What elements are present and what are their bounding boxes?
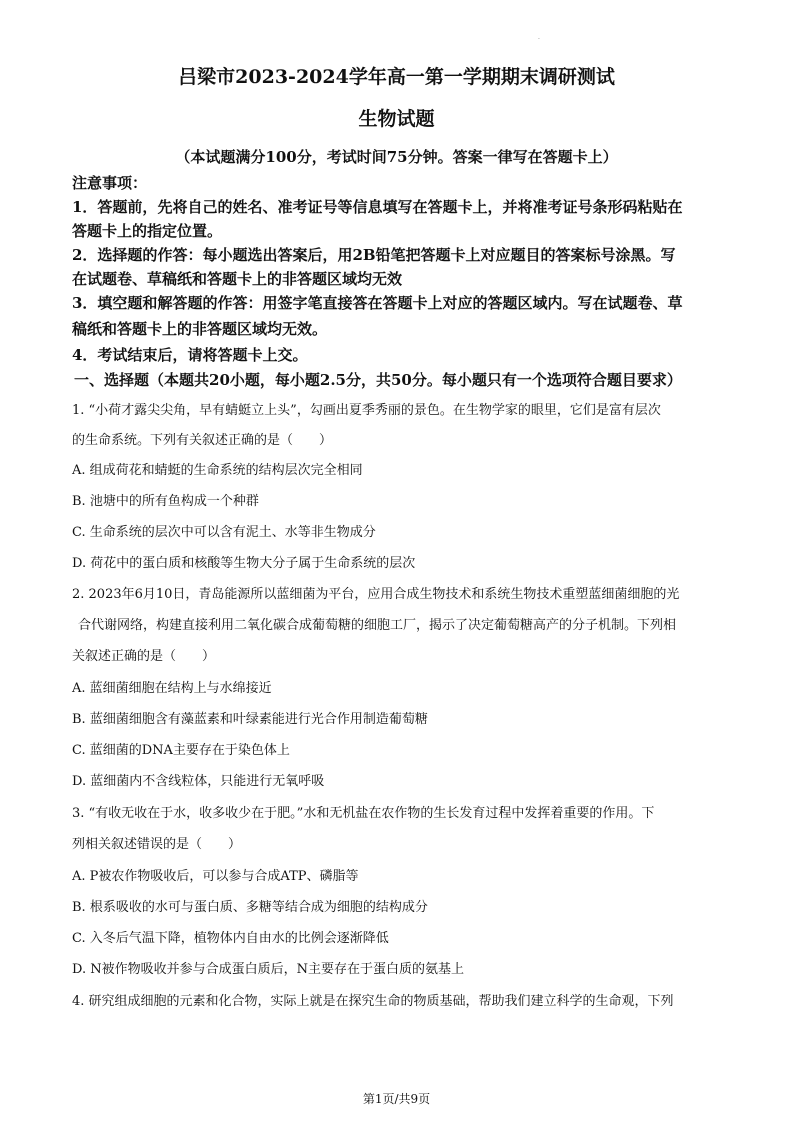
question-option: D. 蓝细菌内不含线粒体，只能进行无氧呼吸 — [72, 774, 325, 789]
question-option: D. N被作物吸收并参与合成蛋白质后，N主要存在于蛋白质的氨基上 — [72, 962, 464, 977]
question-stem: 关叙述正确的是（ ） — [72, 649, 216, 664]
notice-line: 稿纸和答题卡上的非答题区域均无效。 — [72, 320, 328, 338]
question-option: B. 池塘中的所有鱼构成一个种群 — [72, 494, 259, 509]
scan-dot: . — [538, 34, 540, 41]
question-stem: 3. “有收无收在于水，收多收少在于肥。”水和无机盐在农作物的生长发育过程中发挥着重要的作用。下 — [72, 806, 655, 821]
notice-line: 1．答题前，先将自己的姓名、准考证号等信息填写在答题卡上，并将准考证号条形码粘贴在 — [72, 198, 683, 216]
question-stem: 合代谢网络，构建直接利用二氧化碳合成葡萄糖的细胞工厂，揭示了决定葡萄糖高产的分子机制。下列相 — [78, 618, 677, 633]
subject-title: 生物试题 — [358, 108, 435, 130]
exam-title: 吕梁市2023-2024学年高一第一学期期末调研测试 — [178, 66, 615, 88]
question-option: A. P被农作物吸收后，可以参与合成ATP、磷脂等 — [72, 869, 359, 884]
question-stem: 列相关叙述错误的是（ ） — [72, 837, 242, 852]
notice-line: 4．考试结束后，请将答题卡上交。 — [72, 346, 308, 364]
question-stem: 的生命系统。下列有关叙述正确的是（ ） — [72, 433, 333, 448]
section-heading: 一、选择题（本题共20小题，每小题2.5分，共50分。每小题只有一个选项符合题目要求） — [74, 371, 682, 389]
notice-line: 答题卡上的指定位置。 — [72, 222, 223, 240]
notice-line: 3．填空题和解答题的作答：用签字笔直接答在答题卡上对应的答题区域内。写在试题卷、草 — [72, 294, 683, 312]
question-option: C. 蓝细菌的DNA主要存在于染色体上 — [72, 743, 290, 758]
page-number: 第1页/共9页 — [362, 1092, 431, 1106]
question-option: A. 蓝细菌细胞在结构上与水绵接近 — [72, 681, 272, 696]
question-option: B. 根系吸收的水可与蛋白质、多糖等结合成为细胞的结构成分 — [72, 900, 428, 915]
question-option: C. 入冬后气温下降，植物体内自由水的比例会逐渐降低 — [72, 931, 389, 946]
question-option: D. 荷花中的蛋白质和核酸等生物大分子属于生命系统的层次 — [72, 556, 416, 571]
question-option: B. 蓝细菌细胞含有藻蓝素和叶绿素能进行光合作用制造葡萄糖 — [72, 712, 428, 727]
question-option: C. 生命系统的层次中可以含有泥土、水等非生物成分 — [72, 525, 376, 540]
notice-line: 2．选择题的作答：每小题选出答案后，用2B铅笔把答题卡上对应题目的答案标号涂黑。写 — [72, 246, 676, 264]
question-stem: 2. 2023年6月10日，青岛能源所以蓝细菌为平台，应用合成生物技术和系统生物技术重塑蓝细菌细胞的光 — [72, 587, 680, 602]
question-stem: 1. “小荷才露尖尖角，早有蜻蜓立上头”，勾画出夏季秀丽的景色。在生物学家的眼里，它们是富有层次 — [72, 403, 661, 418]
question-stem: 4. 研究组成细胞的元素和化合物，实际上就是在探究生命的物质基础，帮助我们建立科学的生命观，下列 — [72, 994, 674, 1009]
notice-heading: 注意事项： — [72, 174, 148, 192]
notice-line: 在试题卷、草稿纸和答题卡上的非答题区域均无效 — [72, 270, 403, 288]
exam-info: （本试题满分100分，考试时间75分钟。答案一律写在答题卡上） — [175, 148, 618, 166]
question-option: A. 组成荷花和蜻蜓的生命系统的结构层次完全相同 — [72, 463, 363, 478]
